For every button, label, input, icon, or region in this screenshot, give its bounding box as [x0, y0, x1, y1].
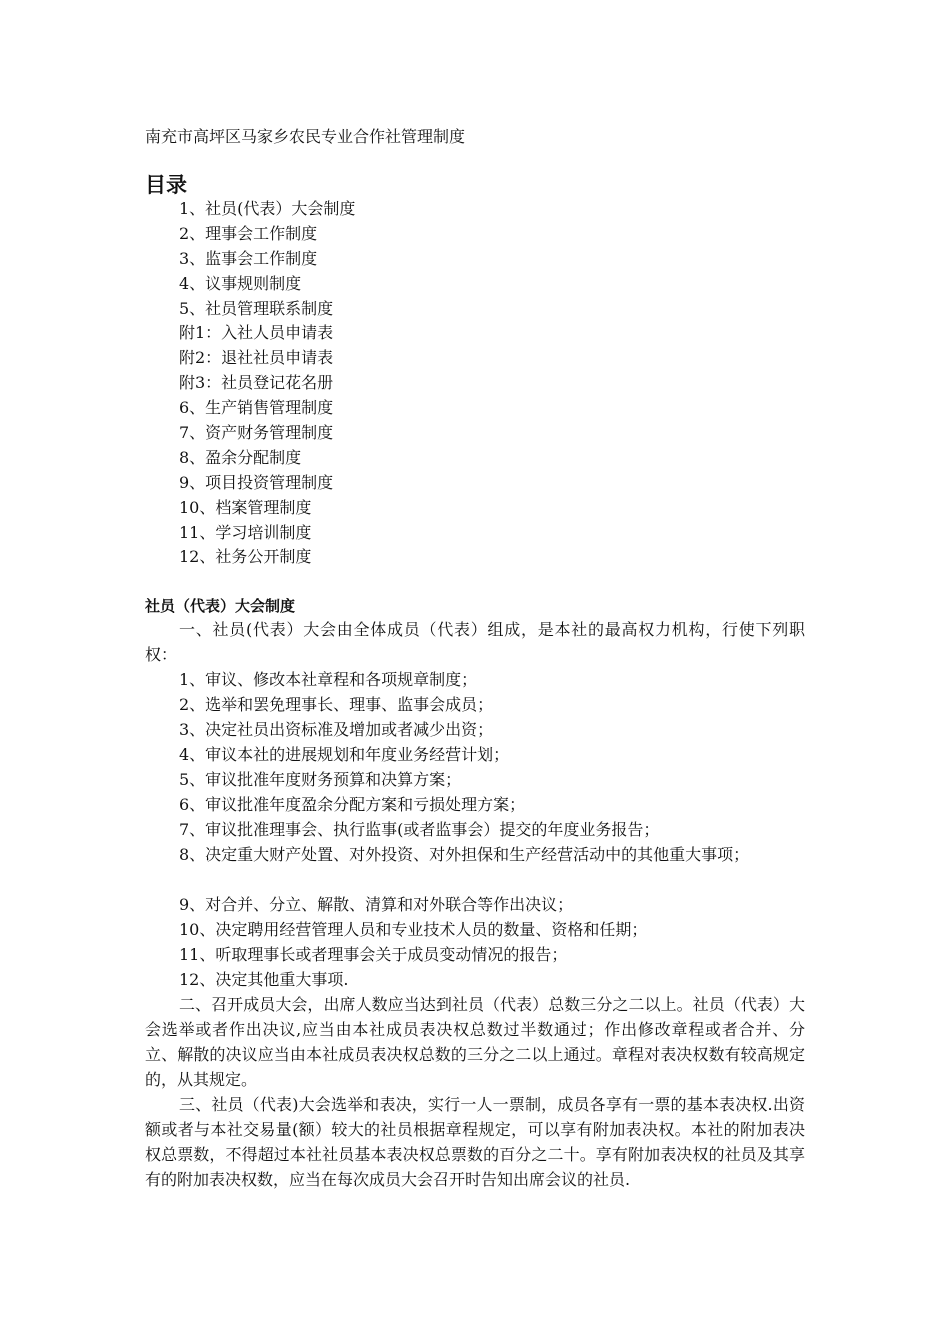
- toc-heading: 目录: [145, 173, 187, 197]
- paragraph-1: 一、社员(代表）大会由全体成员（代表）组成，是本社的最高权力机构，行使下列职权：: [145, 620, 805, 664]
- toc-item: 附2：退社社员申请表: [179, 348, 334, 368]
- toc-item: 5、社员管理联系制度: [179, 298, 334, 318]
- document-title: 南充市高坪区马家乡农民专业合作社管理制度: [145, 127, 466, 146]
- toc-item: 4、议事规则制度: [179, 273, 302, 293]
- list-item: 10、决定聘用经营管理人员和专业技术人员的数量、资格和任期；: [179, 920, 648, 939]
- list-item: 11、听取理事长或者理事会关于成员变动情况的报告；: [179, 945, 568, 964]
- toc-item: 11、学习培训制度: [179, 522, 312, 542]
- paragraph-2: 二、召开成员大会，出席人数应当达到社员（代表）总数三分之二以上。社员（代表）大会选举或者作出决议,应当由本社成员表决权总数过半数通过；作出修改章程或者合并、分立、解散的决议应当由本社成员表决权总数的三分之二以上通过。章程对表决权数有较高规定的，从其规定。: [145, 995, 805, 1089]
- toc-item: 7、资产财务管理制度: [179, 423, 334, 443]
- toc-item: 1、社员(代表）大会制度: [179, 199, 356, 218]
- blank-line: [145, 867, 805, 892]
- list-item: 4、审议本社的进展规划和年度业务经营计划；: [179, 745, 510, 764]
- list-item: 12、决定其他重大事项.: [179, 970, 349, 989]
- list-item: 9、对合并、分立、解散、清算和对外联合等作出决议；: [179, 895, 574, 914]
- toc-item: 3、监事会工作制度: [179, 248, 318, 268]
- toc-item: 附1：入社人员申请表: [179, 323, 334, 343]
- list-item: 8、决定重大财产处置、对外投资、对外担保和生产经营活动中的其他重大事项；: [179, 845, 750, 864]
- toc-item: 9、项目投资管理制度: [179, 472, 334, 492]
- list-item: 7、审议批准理事会、执行监事(或者监事会）提交的年度业务报告；: [179, 820, 660, 839]
- table-of-contents: [179, 197, 355, 570]
- list-item: 1、审议、修改本社章程和各项规章制度；: [179, 670, 478, 689]
- toc-item: 8、盈余分配制度: [179, 447, 302, 467]
- list-item: 6、审议批准年度盈余分配方案和亏损处理方案；: [179, 795, 526, 814]
- section-heading: 社员（代表）大会制度: [145, 597, 296, 615]
- list-item: 5、审议批准年度财务预算和决算方案；: [179, 770, 462, 789]
- section-body: [145, 617, 805, 1192]
- paragraph-3: 三、社员（代表)大会选举和表决，实行一人一票制，成员各享有一票的基本表决权.出资额或者与本社交易量(额）较大的社员根据章程规定，可以享有附加表决权。本社的附加表决权总票数，不得超过本社社员基本表决权总票数的百分之二十。享有附加表决权的社员及其享有的附加表决权数，应当在每次成员大会召开时告知出席会议的社员.: [145, 1095, 805, 1189]
- toc-item: 12、社务公开制度: [179, 547, 312, 567]
- list-item: 3、决定社员出资标准及增加或者减少出资；: [179, 720, 494, 739]
- toc-item: 2、理事会工作制度: [179, 223, 318, 243]
- toc-item: 6、生产销售管理制度: [179, 398, 334, 418]
- list-item: 2、选举和罢免理事长、理事、监事会成员；: [179, 695, 494, 714]
- toc-item: 附3：社员登记花名册: [179, 373, 334, 393]
- toc-item: 10、档案管理制度: [179, 497, 312, 517]
